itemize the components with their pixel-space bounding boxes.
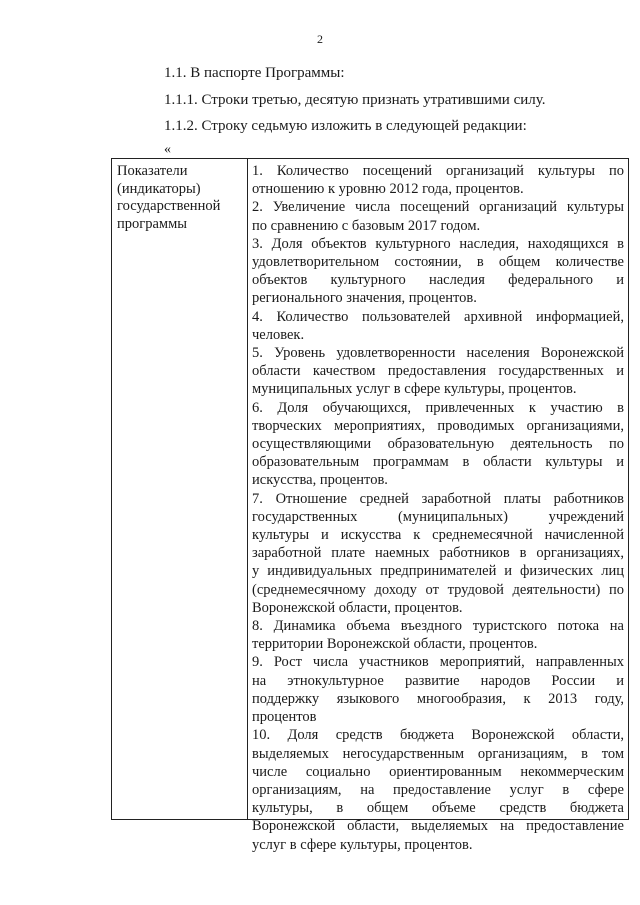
indicator-item [252,726,624,853]
indicator-item [252,617,624,653]
indicator-line: осуществляющими образовательную деятельность по [252,436,624,453]
indicator-item [252,344,624,399]
label-line: (индикаторы) [117,180,201,197]
indicator-line: территории Воронежской области, процентов. [252,636,538,653]
indicator-line: искусства, процентов. [252,472,388,489]
indicator-line: Воронежской области, выделяемых на предоставление [252,818,624,835]
indicator-line: 3. Доля объектов культурного наследия, находящихся в [252,235,624,252]
indicator-item [252,235,624,308]
label-line: государственной [117,198,221,214]
indicators-cell [252,162,624,854]
indicator-line: поддержку языкового многообразия, к 2013 году, [252,690,624,707]
label-line: Показатели [117,163,188,179]
indicator-line: удовлетворительном состоянии, в общем количестве [252,254,624,271]
indicator-line: у индивидуальных предпринимателей и физических лиц [252,563,624,580]
paragraph-1-1-1: 1.1.1. Строки третью, десятую признать утратившими силу. [164,92,546,108]
indicator-item [252,653,624,726]
indicator-line: 1. Количество посещений организаций культуры по [252,163,624,179]
indicator-line: области качеством предоставления государственных и [252,363,624,380]
indicator-line: 6. Доля обучающихся, привлеченных к участию в [252,399,624,416]
label-cell [117,163,243,233]
indicator-item [252,198,624,234]
indicator-item [252,490,624,617]
indicator-line: отношению к уровню 2012 года, процентов. [252,181,524,198]
indicator-line: 8. Динамика объема въездного туристского потока на [252,618,624,635]
indicator-line: на этнокультурное развитие народов России и [252,672,624,689]
indicator-line: по сравнению с базовым 2017 годом. [252,217,481,234]
indicator-line: творческих мероприятиях, проводимых организациями, [252,417,624,434]
indicator-line: организациям, на предоставление услуг в сфере [252,781,624,798]
label-line: программы [117,215,187,232]
indicator-line: образовательным программам в области культуры и [252,454,624,471]
indicator-line: числе социально ориентированным некоммерческим [252,763,624,780]
indicator-line: 2. Увеличение числа посещений организаций культуры [252,199,624,216]
indicator-item [252,308,624,344]
indicator-line: Воронежской области, процентов. [252,599,463,616]
indicator-line: 4. Количество пользователей архивной информацией, [252,308,624,325]
paragraph-1-1-2: 1.1.2. Строку седьмую изложить в следующей редакции: [164,118,527,134]
indicator-line: культуры, в общем объеме средств бюджета [252,800,624,817]
indicator-line: выделяемых негосударственным организациям, в том [252,745,624,762]
indicator-line: муниципальных услуг в сфере культуры, процентов. [252,381,577,398]
indicator-line: 10. Доля средств бюджета Воронежской области, [252,727,624,744]
indicator-line: 5. Уровень удовлетворенности населения Воронежской [252,345,624,362]
passport-table [111,158,629,853]
indicator-line: регионального значения, процентов. [252,290,477,307]
indicator-line: заработной плате наемных работников в организациях, [252,545,624,562]
indicator-line: объектов культурного наследия федерального и [252,272,624,289]
indicator-line: 7. Отношение средней заработной платы работников [252,490,624,507]
page-number: 2 [317,32,323,46]
indicator-line: государственных (муниципальных) учреждений [252,508,624,525]
indicator-item [252,399,624,490]
indicator-line: (среднемесячному доходу от трудовой деятельности) по [252,581,624,598]
indicator-line: процентов [252,709,317,726]
indicator-line: культуры и искусства к среднемесячной начисленной [252,527,624,544]
indicator-line: услуг в сфере культуры, процентов. [252,836,473,853]
indicator-line: человек. [252,326,305,343]
indicator-item [252,162,624,198]
paragraph-1-1: 1.1. В паспорте Программы: [164,65,345,81]
opening-quote-mark: « [164,142,171,157]
indicator-line: 9. Рост числа участников мероприятий, направленных [252,654,624,671]
column-divider [247,159,248,819]
